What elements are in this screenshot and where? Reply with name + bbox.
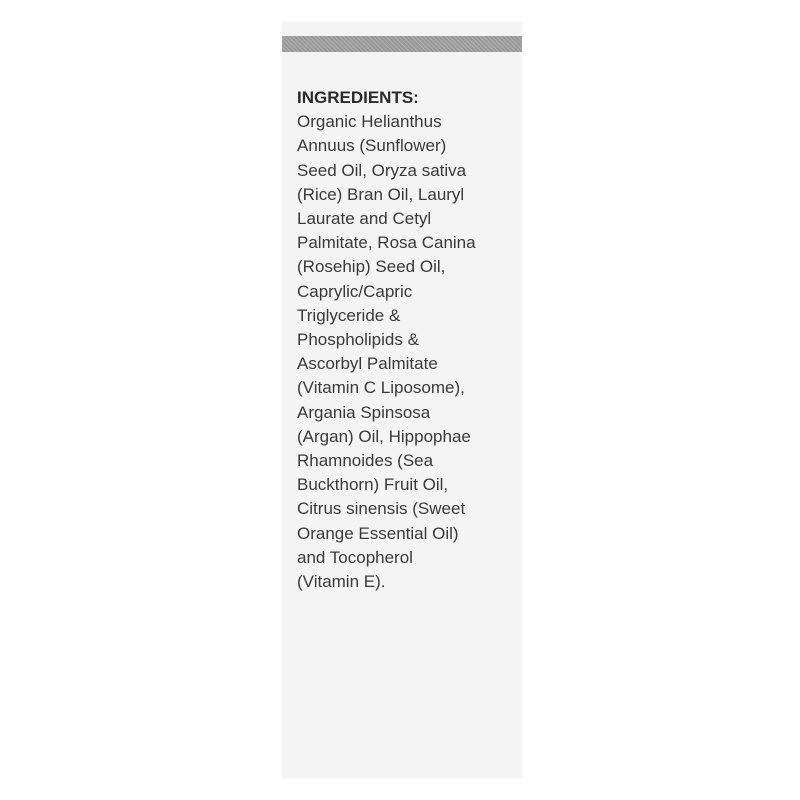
ingredient-line: Ascorbyl Palmitate (297, 354, 438, 374)
ingredient-line: Orange Essential Oil) (297, 523, 459, 543)
ingredient-line: Buckthorn) Fruit Oil, (297, 475, 449, 495)
ingredient-line: Seed Oil, Oryza sativa (297, 160, 467, 180)
ingredient-line: (Vitamin E). (297, 572, 386, 592)
ingredient-line: Rhamnoides (Sea (297, 451, 434, 471)
ingredient-line: Organic Helianthus (297, 112, 442, 132)
decorative-stripe (282, 36, 522, 52)
ingredient-line: Laurate and Cetyl (297, 209, 432, 229)
ingredients-heading: INGREDIENTS: (297, 88, 419, 107)
ingredient-line: Phospholipids & (297, 330, 419, 350)
ingredient-line: Palmitate, Rosa Canina (297, 233, 476, 253)
ingredient-line: (Rosehip) Seed Oil, (297, 257, 446, 277)
ingredient-line: (Rice) Bran Oil, Lauryl (297, 184, 465, 204)
ingredient-line: Triglyceride & (297, 305, 401, 325)
ingredient-line: (Vitamin C Liposome), (297, 378, 465, 398)
ingredient-line: Citrus sinensis (Sweet (297, 499, 466, 519)
ingredient-line: Argania Spinsosa (297, 402, 431, 422)
ingredient-line: Annuus (Sunflower) (297, 136, 447, 156)
label-panel (282, 22, 522, 778)
ingredient-line: Caprylic/Capric (297, 281, 413, 301)
ingredient-line: (Argan) Oil, Hippophae (297, 426, 471, 446)
ingredient-line: and Tocopherol (297, 547, 413, 567)
ingredients-block (297, 86, 519, 594)
